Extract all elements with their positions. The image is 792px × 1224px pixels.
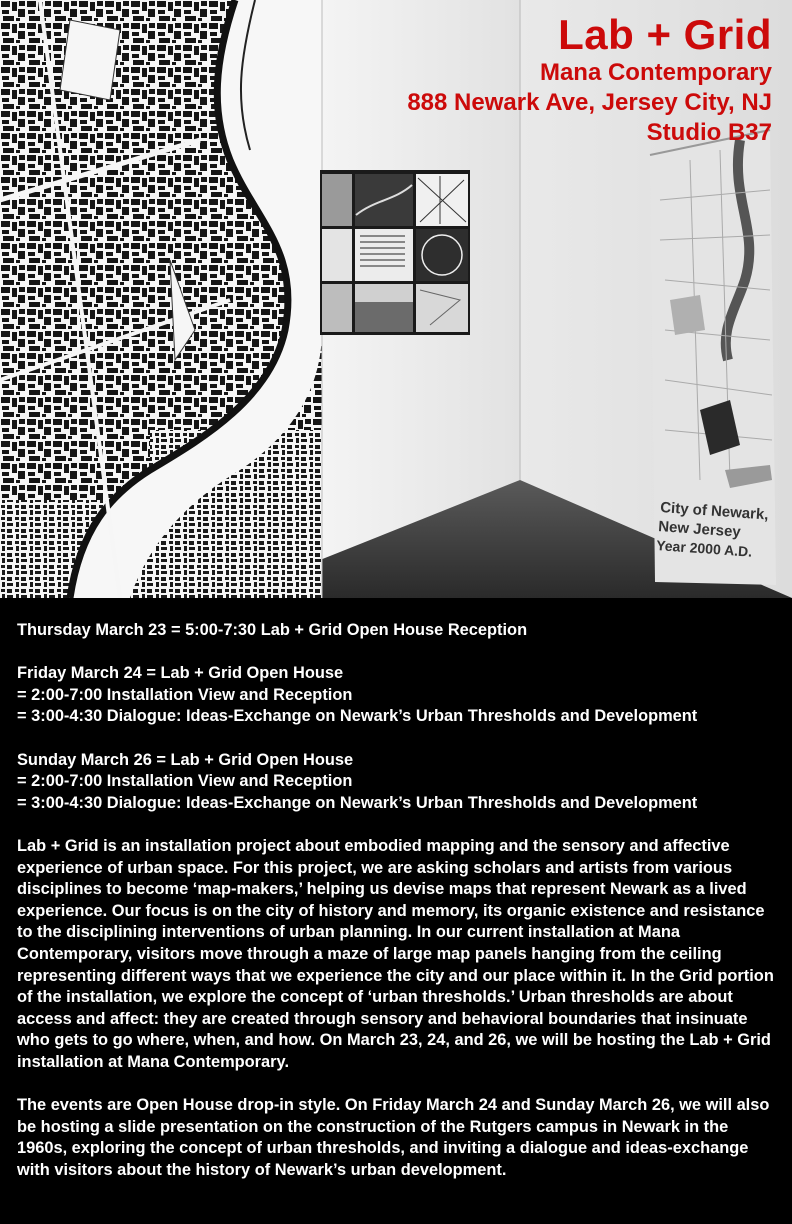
installation-photo: [0, 0, 792, 598]
event-info: [0, 598, 792, 1224]
schedule-friday: [17, 663, 774, 728]
schedule-thursday: [17, 620, 774, 642]
schedule-line: = 3:00-4:30 Dialogue: Ideas-Exchange on Newark’s Urban Thresholds and Development: [17, 793, 698, 812]
schedule-line: = 2:00-7:00 Installation View and Reception: [17, 685, 353, 704]
studio-number: Studio B37: [646, 119, 772, 146]
map-banner-text-line2: New Jersey: [657, 518, 742, 541]
schedule-line: Friday March 24 = Lab + Grid Open House: [17, 664, 344, 683]
schedule-sunday: [17, 750, 774, 815]
venue-address: 888 Newark Ave, Jersey City, NJ: [407, 89, 772, 116]
grid-panels: [320, 170, 470, 335]
schedule-line: Sunday March 26 = Lab + Grid Open House: [17, 750, 354, 769]
title-block: [407, 12, 772, 148]
schedule-line: = 2:00-7:00 Installation View and Reception: [17, 772, 353, 791]
schedule-line: = 3:00-4:30 Dialogue: Ideas-Exchange on Newark’s Urban Thresholds and Development: [17, 707, 698, 726]
city-map-banner-left: [0, 0, 322, 598]
venue-name: Mana Contemporary: [539, 59, 772, 86]
schedule-line: Thursday March 23 = 5:00-7:30 Lab + Grid Open House Reception: [17, 621, 528, 639]
description-paragraph-1: Lab + Grid is an installation project about embodied mapping and the sensory and affective experience of urban space. For this project, we are asking scholars and artists from various disciplines to become ‘map-makers,’ helping us devise maps that represent Newark as a lived experience. Our focus is on the city of history and memory, its organic existence and resistance to the disciplining interventions of urban planning. In our current installation at Mana Contemporary, visitors move through a maze of large map panels hanging from the ceiling representing different ways that we experience the city and our place within it. In the Grid portion of the installation, we explore the concept of ‘urban thresholds.’ Urban thresholds are about access and affect: they are created through sensory and behavioral boundaries that insinuate who gets to go where, when, and how. On March 23, 24, and 26, we will be hosting the Lab + Grid installation at Mana Contemporary.: [17, 836, 774, 1071]
map-banner-text-line1: City of Newark,: [659, 499, 770, 524]
description-paragraph-2: The events are Open House drop-in style. On Friday March 24 and Sunday March 26, we will also be hosting a slide presentation on the construction of the Rutgers campus in Newark in the 1960s, exploring the concept of urban thresholds, and inviting a dialogue and ideas-exchange with visitors about the history of Newark’s urban development.: [17, 1096, 770, 1179]
newark-map-banner-right: [650, 130, 776, 585]
event-title: Lab + Grid: [558, 11, 772, 58]
map-banner-text-line3: Year 2000 A.D.: [655, 537, 753, 560]
